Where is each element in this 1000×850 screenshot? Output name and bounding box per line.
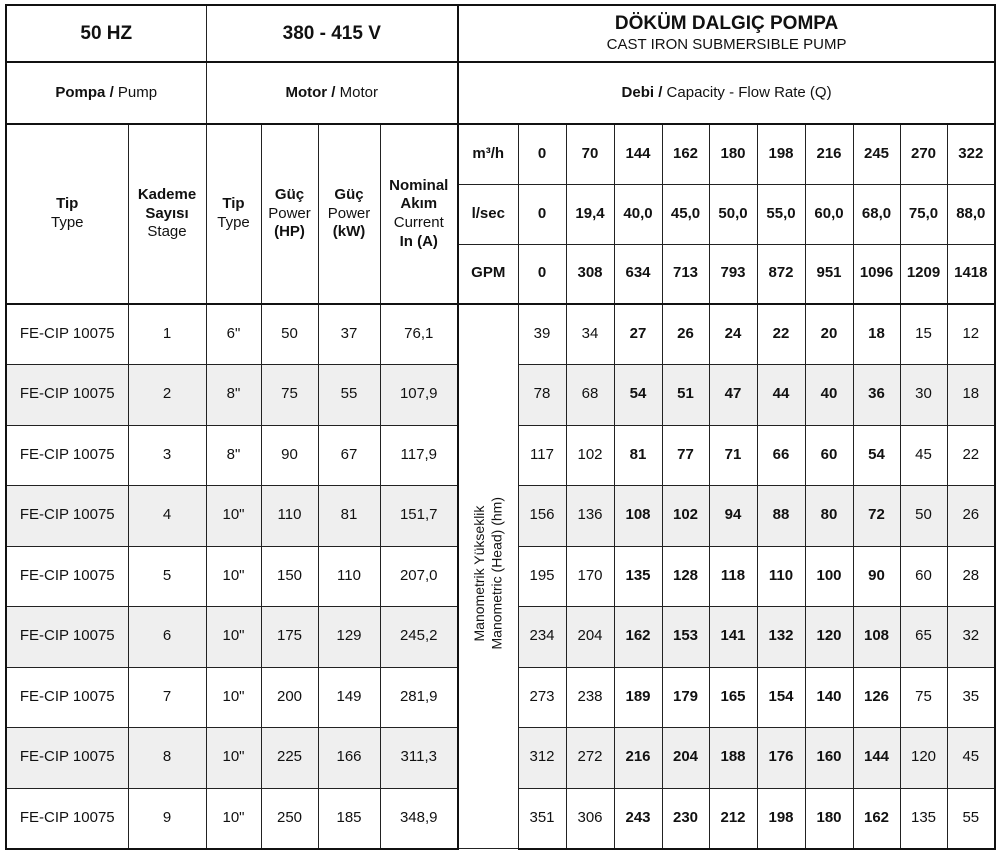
head-value-cell: 27	[614, 304, 662, 365]
head-value-cell: 144	[853, 728, 900, 789]
power-hp-cell: 75	[261, 365, 318, 426]
stage-label-tr1: Kademe	[137, 185, 197, 203]
head-value-cell: 71	[709, 425, 757, 486]
motor-type-label-tr: Tip	[222, 195, 245, 213]
power-hp-cell: 90	[261, 425, 318, 486]
title-turkish: DÖKÜM DALGIÇ POMPA	[614, 13, 839, 35]
hp-unit: (HP)	[274, 223, 305, 241]
head-value-cell: 154	[757, 667, 805, 728]
flow-m3h-cell: 162	[662, 124, 709, 184]
flow-m3h-cell: 322	[947, 124, 995, 184]
head-value-cell: 75	[900, 667, 947, 728]
head-value-cell: 65	[900, 607, 947, 668]
head-value-cell: 77	[662, 425, 709, 486]
power-kw-cell: 37	[318, 304, 380, 365]
flow-lsec-cell: 75,0	[900, 184, 947, 244]
head-value-cell: 273	[518, 667, 566, 728]
pump-type-cell: FE-CIP 10075	[6, 486, 128, 547]
head-value-cell: 81	[614, 425, 662, 486]
head-value-cell: 126	[853, 667, 900, 728]
head-value-cell: 15	[900, 304, 947, 365]
head-value-cell: 22	[757, 304, 805, 365]
stage-label-en: Stage	[147, 223, 187, 241]
stage-cell: 7	[128, 667, 206, 728]
head-value-cell: 188	[709, 728, 757, 789]
pump-type-cell: FE-CIP 10075	[6, 607, 128, 668]
head-value-cell: 176	[757, 728, 805, 789]
pump-type-cell: FE-CIP 10075	[6, 728, 128, 789]
head-value-cell: 120	[900, 728, 947, 789]
table-title	[458, 5, 995, 62]
head-value-cell: 54	[614, 365, 662, 426]
head-value-cell: 272	[566, 728, 614, 789]
head-value-cell: 26	[947, 486, 995, 547]
flow-lsec-cell: 19,4	[566, 184, 614, 244]
current-cell: 76,1	[380, 304, 458, 365]
flow-lsec-cell: 50,0	[709, 184, 757, 244]
head-value-cell: 45	[947, 728, 995, 789]
head-value-cell: 24	[709, 304, 757, 365]
head-value-cell: 160	[805, 728, 853, 789]
head-value-cell: 20	[805, 304, 853, 365]
head-value-cell: 108	[853, 607, 900, 668]
head-value-cell: 34	[566, 304, 614, 365]
head-value-cell: 100	[805, 546, 853, 607]
head-value-cell: 140	[805, 667, 853, 728]
motor-type-cell: 10"	[206, 546, 261, 607]
kw-label-en: Power	[327, 204, 371, 222]
motor-section-header	[206, 62, 458, 124]
pump-type-cell: FE-CIP 10075	[6, 546, 128, 607]
current-cell: 245,2	[380, 607, 458, 668]
head-value-cell: 198	[757, 788, 805, 849]
head-value-cell: 88	[757, 486, 805, 547]
type-label-tr: Tip	[56, 195, 79, 213]
motor-type-cell: 8"	[206, 425, 261, 486]
power-hp-cell: 200	[261, 667, 318, 728]
head-value-cell: 35	[947, 667, 995, 728]
flow-gpm-cell: 1209	[900, 244, 947, 304]
power-kw-cell: 81	[318, 486, 380, 547]
head-value-cell: 195	[518, 546, 566, 607]
head-value-cell: 68	[566, 365, 614, 426]
head-value-cell: 189	[614, 667, 662, 728]
stage-cell: 2	[128, 365, 206, 426]
pump-type-cell: FE-CIP 10075	[6, 425, 128, 486]
current-label-tr2: Akım	[400, 195, 438, 213]
flow-gpm-cell: 0	[518, 244, 566, 304]
power-kw-cell: 185	[318, 788, 380, 849]
head-value-cell: 36	[853, 365, 900, 426]
hp-label-tr: Güç	[274, 185, 305, 203]
stage-column-header	[128, 124, 206, 304]
gpm-label: GPM	[458, 244, 518, 304]
pump-type-cell: FE-CIP 10075	[6, 788, 128, 849]
motor-type-cell: 10"	[206, 788, 261, 849]
head-value-cell: 230	[662, 788, 709, 849]
head-value-cell: 162	[853, 788, 900, 849]
head-value-cell: 216	[614, 728, 662, 789]
head-value-cell: 110	[757, 546, 805, 607]
motor-type-cell: 6"	[206, 304, 261, 365]
head-value-cell: 55	[947, 788, 995, 849]
pump-performance-table	[5, 4, 996, 850]
frequency-cell: 50 HZ	[6, 5, 206, 62]
motor-type-cell: 10"	[206, 667, 261, 728]
type-column-header	[6, 124, 128, 304]
head-value-cell: 234	[518, 607, 566, 668]
head-value-cell: 30	[900, 365, 947, 426]
head-value-cell: 102	[662, 486, 709, 547]
kw-unit: (kW)	[332, 223, 366, 241]
head-value-cell: 44	[757, 365, 805, 426]
current-cell: 207,0	[380, 546, 458, 607]
head-value-cell: 135	[900, 788, 947, 849]
head-value-cell: 128	[662, 546, 709, 607]
flow-m3h-cell: 180	[709, 124, 757, 184]
head-value-cell: 118	[709, 546, 757, 607]
head-value-cell: 12	[947, 304, 995, 365]
flow-gpm-cell: 634	[614, 244, 662, 304]
head-value-cell: 204	[662, 728, 709, 789]
flow-lsec-cell: 60,0	[805, 184, 853, 244]
pump-label-tr: Pompa /	[55, 83, 114, 101]
head-value-cell: 132	[757, 607, 805, 668]
flow-lsec-cell: 55,0	[757, 184, 805, 244]
head-value-cell: 179	[662, 667, 709, 728]
pump-section-header	[6, 62, 206, 124]
head-value-cell: 156	[518, 486, 566, 547]
flow-gpm-cell: 951	[805, 244, 853, 304]
motor-type-cell: 10"	[206, 728, 261, 789]
head-value-cell: 72	[853, 486, 900, 547]
motor-label-tr: Motor /	[285, 83, 336, 101]
current-label-tr1: Nominal	[389, 176, 449, 194]
title-english: CAST IRON SUBMERSIBLE PUMP	[606, 36, 847, 53]
head-value-cell: 306	[566, 788, 614, 849]
kw-label-tr: Güç	[334, 185, 364, 203]
head-label-tr: Manometrik Yükseklik	[470, 505, 487, 642]
head-value-cell: 162	[614, 607, 662, 668]
power-hp-cell: 110	[261, 486, 318, 547]
stage-cell: 3	[128, 425, 206, 486]
motor-type-cell: 10"	[206, 607, 261, 668]
current-column-header	[380, 124, 458, 304]
current-cell: 281,9	[380, 667, 458, 728]
capacity-section-header	[458, 62, 995, 124]
flow-gpm-cell: 1418	[947, 244, 995, 304]
power-kw-cell: 67	[318, 425, 380, 486]
head-value-cell: 204	[566, 607, 614, 668]
pump-type-cell: FE-CIP 10075	[6, 667, 128, 728]
power-hp-cell: 175	[261, 607, 318, 668]
motor-label-en: Motor	[339, 83, 378, 101]
stage-cell: 9	[128, 788, 206, 849]
current-unit: In (A)	[399, 232, 438, 250]
pump-type-cell: FE-CIP 10075	[6, 304, 128, 365]
flow-m3h-cell: 70	[566, 124, 614, 184]
current-cell: 348,9	[380, 788, 458, 849]
flow-lsec-cell: 68,0	[853, 184, 900, 244]
head-value-cell: 153	[662, 607, 709, 668]
head-value-cell: 94	[709, 486, 757, 547]
current-cell: 311,3	[380, 728, 458, 789]
head-value-cell: 180	[805, 788, 853, 849]
motor-type-cell: 8"	[206, 365, 261, 426]
head-value-cell: 40	[805, 365, 853, 426]
power-kw-cell: 55	[318, 365, 380, 426]
voltage-cell: 380 - 415 V	[206, 5, 458, 62]
head-value-cell: 117	[518, 425, 566, 486]
head-value-cell: 90	[853, 546, 900, 607]
head-value-cell: 26	[662, 304, 709, 365]
head-value-cell: 351	[518, 788, 566, 849]
motor-type-label-en: Type	[217, 214, 250, 231]
flow-lsec-cell: 0	[518, 184, 566, 244]
head-value-cell: 120	[805, 607, 853, 668]
current-cell: 107,9	[380, 365, 458, 426]
head-value-cell: 165	[709, 667, 757, 728]
head-value-cell: 243	[614, 788, 662, 849]
stage-cell: 1	[128, 304, 206, 365]
flow-gpm-cell: 872	[757, 244, 805, 304]
head-value-cell: 108	[614, 486, 662, 547]
head-value-cell: 47	[709, 365, 757, 426]
capacity-label-en: Capacity - Flow Rate (Q)	[666, 83, 832, 101]
head-label-vertical	[471, 497, 506, 649]
head-value-cell: 312	[518, 728, 566, 789]
power-hp-cell: 150	[261, 546, 318, 607]
flow-gpm-cell: 713	[662, 244, 709, 304]
head-value-cell: 238	[566, 667, 614, 728]
motor-type-column-header	[206, 124, 261, 304]
flow-m3h-cell: 216	[805, 124, 853, 184]
flow-gpm-cell: 793	[709, 244, 757, 304]
power-kw-cell: 149	[318, 667, 380, 728]
stage-cell: 4	[128, 486, 206, 547]
flow-gpm-cell: 1096	[853, 244, 900, 304]
head-label-en: Manometric (Head) (hm)	[488, 497, 505, 650]
head-value-cell: 135	[614, 546, 662, 607]
head-value-cell: 60	[805, 425, 853, 486]
pump-type-cell: FE-CIP 10075	[6, 365, 128, 426]
power-hp-cell: 50	[261, 304, 318, 365]
flow-m3h-cell: 144	[614, 124, 662, 184]
head-value-cell: 39	[518, 304, 566, 365]
current-label-en: Current	[393, 214, 444, 231]
flow-m3h-cell: 198	[757, 124, 805, 184]
head-value-cell: 170	[566, 546, 614, 607]
power-hp-cell: 225	[261, 728, 318, 789]
head-value-cell: 141	[709, 607, 757, 668]
power-kw-cell: 110	[318, 546, 380, 607]
head-axis-label	[458, 304, 518, 849]
head-value-cell: 60	[900, 546, 947, 607]
current-cell: 151,7	[380, 486, 458, 547]
motor-type-cell: 10"	[206, 486, 261, 547]
head-value-cell: 78	[518, 365, 566, 426]
hp-column-header	[261, 124, 318, 304]
current-cell: 117,9	[380, 425, 458, 486]
head-value-cell: 18	[947, 365, 995, 426]
hp-label-en: Power	[268, 204, 311, 222]
flow-m3h-cell: 245	[853, 124, 900, 184]
stage-cell: 8	[128, 728, 206, 789]
stage-cell: 6	[128, 607, 206, 668]
head-value-cell: 45	[900, 425, 947, 486]
capacity-label-tr: Debi /	[621, 83, 663, 101]
head-value-cell: 136	[566, 486, 614, 547]
head-value-cell: 50	[900, 486, 947, 547]
head-value-cell: 54	[853, 425, 900, 486]
pump-label-en: Pump	[117, 83, 158, 101]
flow-m3h-cell: 270	[900, 124, 947, 184]
m3h-label: m³/h	[458, 124, 518, 184]
head-value-cell: 212	[709, 788, 757, 849]
head-value-cell: 51	[662, 365, 709, 426]
stage-cell: 5	[128, 546, 206, 607]
head-value-cell: 22	[947, 425, 995, 486]
table-row	[6, 304, 995, 365]
head-value-cell: 28	[947, 546, 995, 607]
flow-lsec-cell: 88,0	[947, 184, 995, 244]
head-value-cell: 18	[853, 304, 900, 365]
head-value-cell: 66	[757, 425, 805, 486]
flow-gpm-cell: 308	[566, 244, 614, 304]
power-kw-cell: 166	[318, 728, 380, 789]
head-value-cell: 32	[947, 607, 995, 668]
lsec-label: l/sec	[458, 184, 518, 244]
stage-label-tr2: Sayısı	[145, 204, 189, 222]
type-label-en: Type	[50, 214, 84, 231]
flow-m3h-cell: 0	[518, 124, 566, 184]
power-kw-cell: 129	[318, 607, 380, 668]
power-hp-cell: 250	[261, 788, 318, 849]
kw-column-header	[318, 124, 380, 304]
flow-lsec-cell: 45,0	[662, 184, 709, 244]
head-value-cell: 80	[805, 486, 853, 547]
head-value-cell: 102	[566, 425, 614, 486]
flow-lsec-cell: 40,0	[614, 184, 662, 244]
